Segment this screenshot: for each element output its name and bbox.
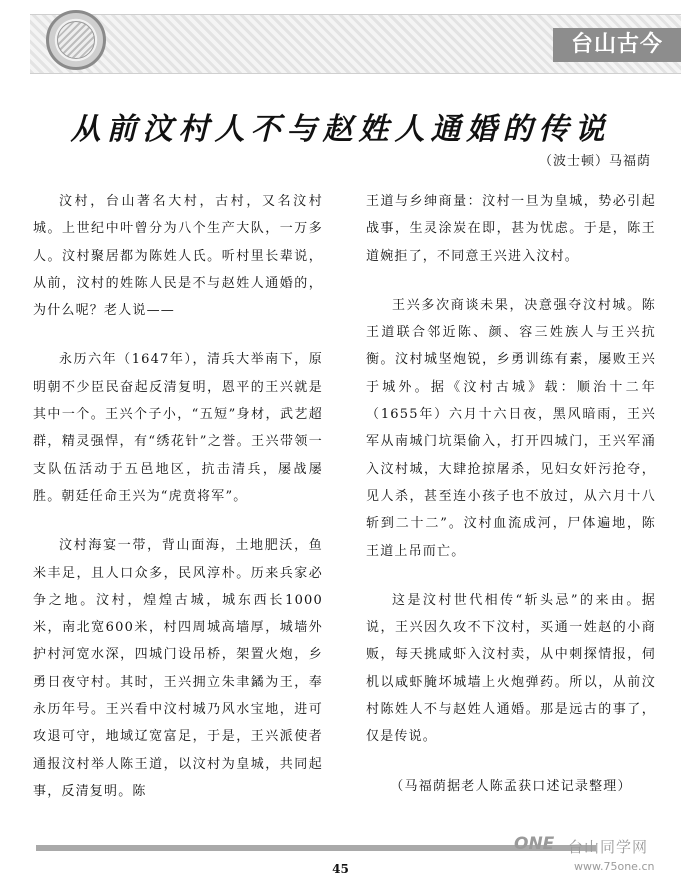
article-title: 从前汶村人不与赵姓人通婚的传说 — [70, 112, 611, 147]
paragraph: 王兴多次商谈未果，决意强夺汶村城。陈王道联合邻近陈、颜、容三姓族人与王兴抗衡。汶村城坚炮锐，乡勇训练有素，屡败王兴于城外。据《汶村古城》载：顺治十二年（1655年）六月十六日夜，黑风暗雨，王兴军从南城门坑渠偷入，打开四城门，王兴军涌入汶村城，大肆抢掠屠杀，见妇女奸污抢夺，见人杀，甚至连小孩子也不放过，从六月十八斩到二十二”。汶村血流成河，尸体遍地，陈王道上吊而亡。 — [366, 297, 656, 559]
watermark-logo: ONE — [514, 834, 555, 854]
bamboo-emblem-icon — [57, 21, 95, 59]
page-number: 45 — [332, 862, 349, 876]
watermark-url: www.75one.cn — [574, 860, 655, 873]
paragraph: 这是汶村世代相传“斩头忌”的来由。据说，王兴因久攻不下汶村，买通一姓赵的小商贩，每天挑咸虾入汶村卖，从中刺探情报，伺机以咸虾腌坏城墙上火炮弹药。所以，从前汶村陈姓人不与赵姓人通婚。那是远古的事了，仅是传说。 — [366, 592, 656, 745]
paragraph: 汶村海宴一带，背山面海，土地肥沃，鱼米丰足，且人口众多，民风淳朴。历来兵家必争之地。汶村，煌煌古城，城东西长1000米，南北宽600米，村四周城高墙厚，城墙外护村河宽水深，四城门设吊桥，架置火炮，乡勇日夜守村。其时，王兴拥立朱聿鐍为王，奉永历年号。王兴看中汶村城乃风水宝地，进可攻退可守，地域辽宽富足，于是，王兴派使者通报汶村举人陈王道，以汶村为皇城，共同起事，反清复明。陈 — [33, 538, 323, 799]
article-byline: （波士顿）马福荫 — [538, 154, 651, 169]
right-column — [366, 188, 656, 822]
paragraph: 汶村，台山著名大村，古村，又名汶村城。上世纪中叶曾分为八个生产大队，一万多人。汶村聚居都为陈姓人氏。听村里长辈说，从前，汶村的姓陈人民是不与赵姓人通婚的，为什么呢？老人说—— — [33, 194, 323, 319]
magazine-emblem-icon — [46, 10, 106, 70]
site-watermark — [510, 830, 681, 878]
paragraph: 永历六年（1647年），清兵大举南下，原明朝不少臣民奋起反清复明，恩平的王兴就是其中一个。王兴个子小，“五短”身材，武艺超群，精灵强悍，有“绣花针”之誉。王兴带领一支队伍活动于五邑地区，抗击清兵，屡战屡胜。朝廷任命王兴为“虎贲将军”。 — [33, 352, 323, 504]
left-column — [33, 188, 323, 827]
section-tag: 台山古今 — [553, 28, 681, 62]
watermark-name: 台山同学网 — [568, 838, 649, 856]
paragraph: 王道与乡绅商量：汶村一旦为皇城，势必引起战事，生灵涂炭在即，甚为忧虑。于是，陈王道婉拒了，不同意王兴进入汶村。 — [366, 194, 656, 264]
article-credit: （马福荫据老人陈孟获口述记录整理） — [390, 778, 632, 794]
